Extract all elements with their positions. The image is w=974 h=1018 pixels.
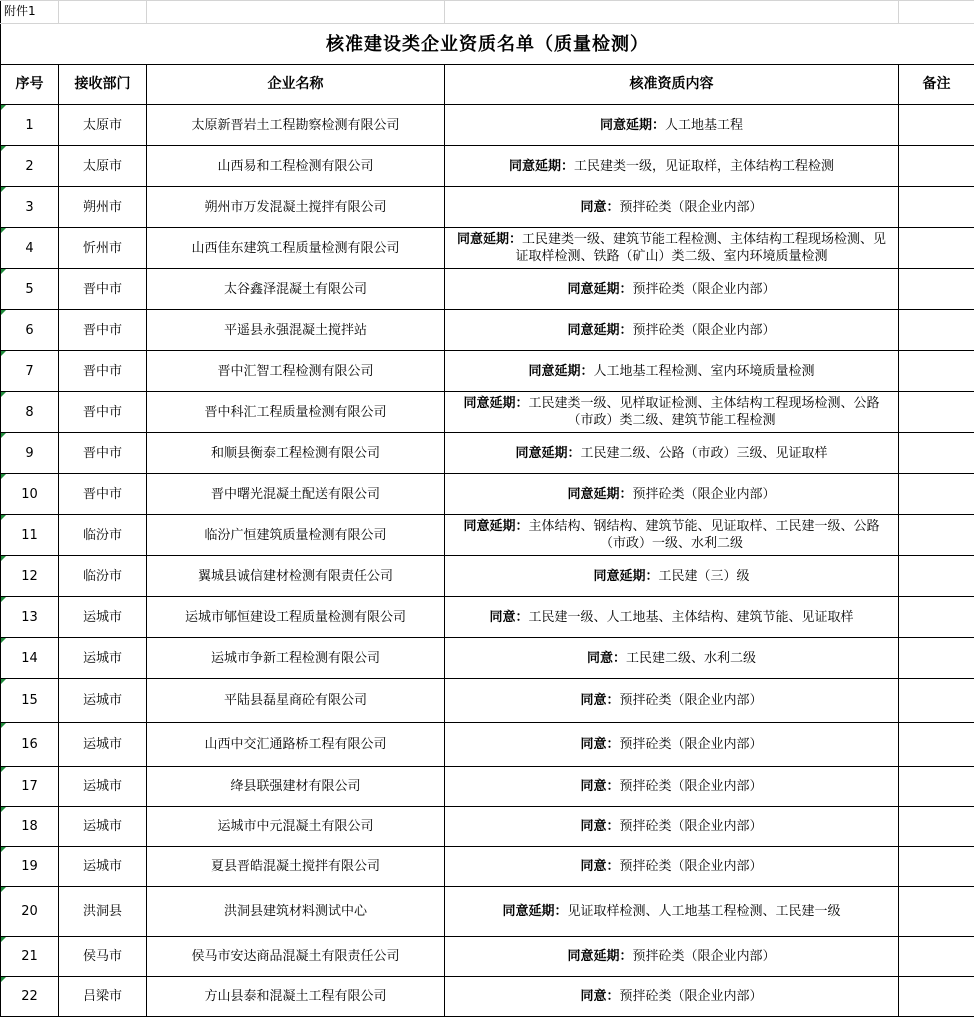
qualification-text: 工民建类一级、建筑节能工程检测、主体结构工程现场检测、见证取样检测、铁路（矿山）类二级、室内环境质量检测 xyxy=(515,232,887,264)
row-department[interactable]: 晋中市 xyxy=(59,351,147,392)
cell-flag-icon xyxy=(1,474,6,479)
qualification-text: 预拌砼类（限企业内部） xyxy=(619,693,763,708)
cell-flag-icon xyxy=(1,433,6,438)
row-index[interactable] xyxy=(1,146,59,187)
row-index[interactable] xyxy=(1,515,59,556)
cell-flag-icon xyxy=(1,105,6,110)
row-index[interactable] xyxy=(1,187,59,228)
table-row xyxy=(1,310,974,351)
row-index-text: 17 xyxy=(21,779,38,794)
table-row xyxy=(1,767,974,807)
approval-label: 同意延期： xyxy=(463,519,529,534)
header-index[interactable]: 序号 xyxy=(1,65,59,105)
row-content[interactable] xyxy=(445,515,899,556)
row-department[interactable]: 太原市 xyxy=(59,146,147,187)
empty-cell[interactable] xyxy=(59,1,147,24)
row-content[interactable] xyxy=(445,105,899,146)
row-company[interactable]: 翼城县诚信建材检测有限责任公司 xyxy=(147,556,445,597)
row-index[interactable] xyxy=(1,556,59,597)
approval-label: 同意延期： xyxy=(593,568,659,584)
approval-label: 同意延期： xyxy=(528,363,594,379)
qualification-text: 预拌砼类（限企业内部） xyxy=(619,989,763,1004)
row-department[interactable]: 运城市 xyxy=(59,638,147,679)
cell-flag-icon xyxy=(1,187,6,192)
row-index-text: 14 xyxy=(21,650,38,666)
approval-label: 同意延期： xyxy=(567,949,633,964)
row-company[interactable]: 方山县泰和混凝土工程有限公司 xyxy=(147,977,445,1017)
row-remark[interactable] xyxy=(899,556,974,597)
row-department[interactable]: 吕梁市 xyxy=(59,977,147,1017)
row-company[interactable]: 洪洞县建筑材料测试中心 xyxy=(147,887,445,937)
approval-label: 同意延期： xyxy=(463,396,529,411)
row-content[interactable] xyxy=(445,187,899,228)
row-index-text: 22 xyxy=(21,989,38,1004)
row-department[interactable]: 临汾市 xyxy=(59,556,147,597)
row-content[interactable] xyxy=(445,679,899,723)
row-company[interactable]: 平遥县永强混凝土搅拌站 xyxy=(147,310,445,351)
row-index-text: 10 xyxy=(21,486,38,502)
row-content[interactable] xyxy=(445,937,899,977)
row-company[interactable]: 和顺县衡泰工程检测有限公司 xyxy=(147,433,445,474)
row-content[interactable] xyxy=(445,474,899,515)
qualification-text: 工民建二级、水利二级 xyxy=(626,650,757,666)
row-remark[interactable] xyxy=(899,638,974,679)
row-index[interactable] xyxy=(1,269,59,310)
row-company[interactable]: 绛县联强建材有限公司 xyxy=(147,767,445,807)
table-row xyxy=(1,105,974,146)
qualification-text: 预拌砼类（限企业内部） xyxy=(619,819,763,834)
header-company[interactable]: 企业名称 xyxy=(147,65,445,105)
row-index-text: 21 xyxy=(21,949,38,964)
row-index-text: 19 xyxy=(21,859,38,874)
cell-flag-icon xyxy=(1,597,6,602)
row-department[interactable]: 洪洞县 xyxy=(59,887,147,937)
row-index-text: 15 xyxy=(21,693,38,708)
row-company[interactable]: 夏县晋皓混凝土搅拌有限公司 xyxy=(147,847,445,887)
row-remark[interactable] xyxy=(899,767,974,807)
header-department[interactable]: 接收部门 xyxy=(59,65,147,105)
qualification-text: 预拌砼类（限企业内部） xyxy=(632,322,776,338)
qualification-text: 人工地基工程检测、室内环境质量检测 xyxy=(593,363,815,379)
row-content[interactable] xyxy=(445,767,899,807)
row-index[interactable] xyxy=(1,310,59,351)
cell-flag-icon xyxy=(1,977,6,982)
row-company[interactable]: 运城市争新工程检测有限公司 xyxy=(147,638,445,679)
row-department[interactable]: 侯马市 xyxy=(59,937,147,977)
row-content[interactable] xyxy=(445,392,899,433)
row-content[interactable] xyxy=(445,847,899,887)
qualification-text: 预拌砼类（限企业内部） xyxy=(619,859,763,874)
row-department[interactable]: 临汾市 xyxy=(59,515,147,556)
row-remark[interactable] xyxy=(899,847,974,887)
row-remark[interactable] xyxy=(899,679,974,723)
qualification-text: 工民建一级、人工地基、主体结构、建筑节能、见证取样 xyxy=(528,609,854,625)
table-row xyxy=(1,977,974,1017)
row-company[interactable]: 运城市郇恒建设工程质量检测有限公司 xyxy=(147,597,445,638)
row-remark[interactable] xyxy=(899,977,974,1017)
row-index-text: 5 xyxy=(25,281,34,297)
row-remark[interactable] xyxy=(899,269,974,310)
row-company[interactable]: 临汾广恒建筑质量检测有限公司 xyxy=(147,515,445,556)
cell-flag-icon xyxy=(1,515,6,520)
row-index[interactable] xyxy=(1,723,59,767)
header-remark[interactable]: 备注 xyxy=(899,65,974,105)
approval-label: 同意延期： xyxy=(508,158,574,174)
row-index[interactable] xyxy=(1,597,59,638)
page-title[interactable]: 核准建设类企业资质名单（质量检测） xyxy=(1,24,974,65)
table-row xyxy=(1,937,974,977)
row-index-text: 11 xyxy=(21,527,38,543)
cell-flag-icon xyxy=(1,679,6,684)
approval-label: 同意： xyxy=(580,779,620,794)
qualification-text: 预拌砼类（限企业内部） xyxy=(632,486,776,502)
row-content[interactable] xyxy=(445,638,899,679)
title-row xyxy=(1,24,974,65)
approval-label: 同意延期： xyxy=(567,322,633,338)
row-company[interactable]: 山西佳东建筑工程质量检测有限公司 xyxy=(147,228,445,269)
cell-flag-icon xyxy=(1,556,6,561)
qualification-text: 预拌砼类（限企业内部） xyxy=(632,281,776,297)
table-row xyxy=(1,146,974,187)
row-remark[interactable] xyxy=(899,187,974,228)
table-row xyxy=(1,887,974,937)
header-content[interactable]: 核准资质内容 xyxy=(445,65,899,105)
cell-flag-icon xyxy=(1,887,6,892)
approval-label: 同意延期： xyxy=(502,904,568,919)
approval-label: 同意： xyxy=(580,859,620,874)
approval-label: 同意： xyxy=(580,989,620,1004)
row-index[interactable] xyxy=(1,937,59,977)
row-remark[interactable] xyxy=(899,597,974,638)
row-index-text: 1 xyxy=(25,117,34,133)
row-department[interactable]: 运城市 xyxy=(59,679,147,723)
row-remark[interactable] xyxy=(899,723,974,767)
cell-flag-icon xyxy=(1,310,6,315)
qualification-text: 预拌砼类（限企业内部） xyxy=(619,737,763,752)
row-department[interactable]: 晋中市 xyxy=(59,269,147,310)
row-index[interactable] xyxy=(1,767,59,807)
row-remark[interactable] xyxy=(899,392,974,433)
cell-flag-icon xyxy=(1,269,6,274)
attachment-label[interactable]: 附件1 xyxy=(1,1,59,24)
table-row xyxy=(1,351,974,392)
row-index[interactable] xyxy=(1,638,59,679)
table-row xyxy=(1,433,974,474)
row-content[interactable] xyxy=(445,723,899,767)
approval-label: 同意： xyxy=(580,819,620,834)
qualification-text: 主体结构、钢结构、建筑节能、见证取样、工民建一级、公路（市政）一级、水利二级 xyxy=(528,519,880,551)
row-index-text: 6 xyxy=(25,322,34,338)
row-index[interactable] xyxy=(1,807,59,847)
row-index[interactable] xyxy=(1,105,59,146)
row-company[interactable]: 侯马市安达商品混凝土有限责任公司 xyxy=(147,937,445,977)
row-department[interactable]: 太原市 xyxy=(59,105,147,146)
row-content[interactable] xyxy=(445,351,899,392)
row-content[interactable] xyxy=(445,807,899,847)
table-row xyxy=(1,638,974,679)
row-remark[interactable] xyxy=(899,515,974,556)
cell-flag-icon xyxy=(1,807,6,812)
row-remark[interactable] xyxy=(899,433,974,474)
row-company[interactable]: 晋中曙光混凝土配送有限公司 xyxy=(147,474,445,515)
row-department[interactable]: 运城市 xyxy=(59,807,147,847)
row-index-text: 7 xyxy=(25,363,34,379)
row-company[interactable]: 晋中汇智工程检测有限公司 xyxy=(147,351,445,392)
row-index[interactable] xyxy=(1,847,59,887)
approval-label: 同意延期： xyxy=(567,281,633,297)
cell-flag-icon xyxy=(1,146,6,151)
approval-label: 同意延期： xyxy=(567,486,633,502)
row-index-text: 12 xyxy=(21,568,38,584)
row-department[interactable]: 运城市 xyxy=(59,597,147,638)
qualification-text: 预拌砼类（限企业内部） xyxy=(619,779,763,794)
qualification-text: 工民建类一级、见样取证检测、主体结构工程现场检测、公路（市政）类二级、建筑节能工程检测 xyxy=(528,396,880,428)
row-department[interactable]: 晋中市 xyxy=(59,310,147,351)
row-index[interactable] xyxy=(1,887,59,937)
approval-label: 同意： xyxy=(580,737,620,752)
row-department[interactable]: 运城市 xyxy=(59,847,147,887)
row-content[interactable] xyxy=(445,977,899,1017)
table-row xyxy=(1,228,974,269)
row-department[interactable]: 忻州市 xyxy=(59,228,147,269)
row-department[interactable]: 晋中市 xyxy=(59,474,147,515)
row-remark[interactable] xyxy=(899,228,974,269)
row-remark[interactable] xyxy=(899,310,974,351)
row-content[interactable] xyxy=(445,887,899,937)
row-department[interactable]: 运城市 xyxy=(59,767,147,807)
row-index[interactable] xyxy=(1,351,59,392)
qualification-text: 预拌砼类（限企业内部） xyxy=(619,199,763,215)
row-content[interactable] xyxy=(445,269,899,310)
cell-flag-icon xyxy=(1,723,6,728)
empty-cell[interactable] xyxy=(899,1,974,24)
qualification-text: 工民建（三）级 xyxy=(658,568,750,584)
qualification-text: 预拌砼类（限企业内部） xyxy=(632,949,776,964)
row-remark[interactable] xyxy=(899,105,974,146)
cell-flag-icon xyxy=(1,392,6,397)
cell-flag-icon xyxy=(1,228,6,233)
row-company[interactable]: 山西易和工程检测有限公司 xyxy=(147,146,445,187)
qualification-text: 工民建二级、公路（市政）三级、见证取样 xyxy=(580,445,828,461)
row-company[interactable]: 朔州市万发混凝土搅拌有限公司 xyxy=(147,187,445,228)
empty-cell[interactable] xyxy=(147,1,445,24)
empty-cell[interactable] xyxy=(445,1,899,24)
row-remark[interactable] xyxy=(899,887,974,937)
row-content[interactable] xyxy=(445,146,899,187)
row-remark[interactable] xyxy=(899,351,974,392)
row-index-text: 9 xyxy=(25,445,34,461)
qualification-text: 见证取样检测、人工地基工程检测、工民建一级 xyxy=(567,904,841,919)
row-index[interactable] xyxy=(1,228,59,269)
row-index[interactable] xyxy=(1,977,59,1017)
cell-flag-icon xyxy=(1,767,6,772)
cell-flag-icon xyxy=(1,937,6,942)
row-index[interactable] xyxy=(1,433,59,474)
table-row xyxy=(1,556,974,597)
approval-label: 同意延期： xyxy=(599,117,665,133)
row-remark[interactable] xyxy=(899,807,974,847)
approval-label: 同意延期： xyxy=(515,445,581,461)
table-row xyxy=(1,269,974,310)
table-row xyxy=(1,474,974,515)
row-index[interactable] xyxy=(1,679,59,723)
row-index-text: 18 xyxy=(21,819,38,834)
row-company[interactable]: 晋中科汇工程质量检测有限公司 xyxy=(147,392,445,433)
row-index-text: 2 xyxy=(25,158,34,174)
approval-label: 同意： xyxy=(580,199,620,215)
row-content[interactable] xyxy=(445,310,899,351)
row-index-text: 8 xyxy=(25,404,34,420)
table-row xyxy=(1,597,974,638)
table-row xyxy=(1,187,974,228)
qualification-text: 人工地基工程 xyxy=(665,117,744,133)
approval-label: 同意： xyxy=(586,650,626,666)
table-row xyxy=(1,515,974,556)
row-index-text: 3 xyxy=(25,199,34,215)
row-content[interactable] xyxy=(445,556,899,597)
qualification-text: 工民建类一级，见证取样，主体结构工程检测 xyxy=(574,158,835,174)
row-index-text: 13 xyxy=(21,609,38,625)
row-department[interactable]: 晋中市 xyxy=(59,392,147,433)
table-row xyxy=(1,807,974,847)
row-company[interactable]: 太原新晋岩土工程勘察检测有限公司 xyxy=(147,105,445,146)
row-index-text: 20 xyxy=(21,904,38,919)
row-company[interactable]: 平陆县磊星商砼有限公司 xyxy=(147,679,445,723)
approval-label: 同意： xyxy=(489,609,529,625)
row-remark[interactable] xyxy=(899,146,974,187)
row-content[interactable] xyxy=(445,228,899,269)
table-row xyxy=(1,679,974,723)
row-department[interactable]: 朔州市 xyxy=(59,187,147,228)
row-company[interactable]: 太谷鑫泽混凝土有限公司 xyxy=(147,269,445,310)
row-content[interactable] xyxy=(445,433,899,474)
approval-label: 同意： xyxy=(580,693,620,708)
row-content[interactable] xyxy=(445,597,899,638)
row-remark[interactable] xyxy=(899,474,974,515)
table-row xyxy=(1,723,974,767)
attachment-row xyxy=(1,1,974,24)
row-remark[interactable] xyxy=(899,937,974,977)
cell-flag-icon xyxy=(1,847,6,852)
row-index[interactable] xyxy=(1,474,59,515)
row-index-text: 4 xyxy=(25,240,34,256)
row-index-text: 16 xyxy=(21,737,38,752)
approval-label: 同意延期： xyxy=(456,232,522,247)
row-department[interactable]: 运城市 xyxy=(59,723,147,767)
row-department[interactable]: 晋中市 xyxy=(59,433,147,474)
header-row xyxy=(1,65,974,105)
row-index[interactable] xyxy=(1,392,59,433)
cell-flag-icon xyxy=(1,351,6,356)
table-row xyxy=(1,847,974,887)
row-company[interactable]: 山西中交汇通路桥工程有限公司 xyxy=(147,723,445,767)
cell-flag-icon xyxy=(1,638,6,643)
table-row xyxy=(1,392,974,433)
row-company[interactable]: 运城市中元混凝土有限公司 xyxy=(147,807,445,847)
